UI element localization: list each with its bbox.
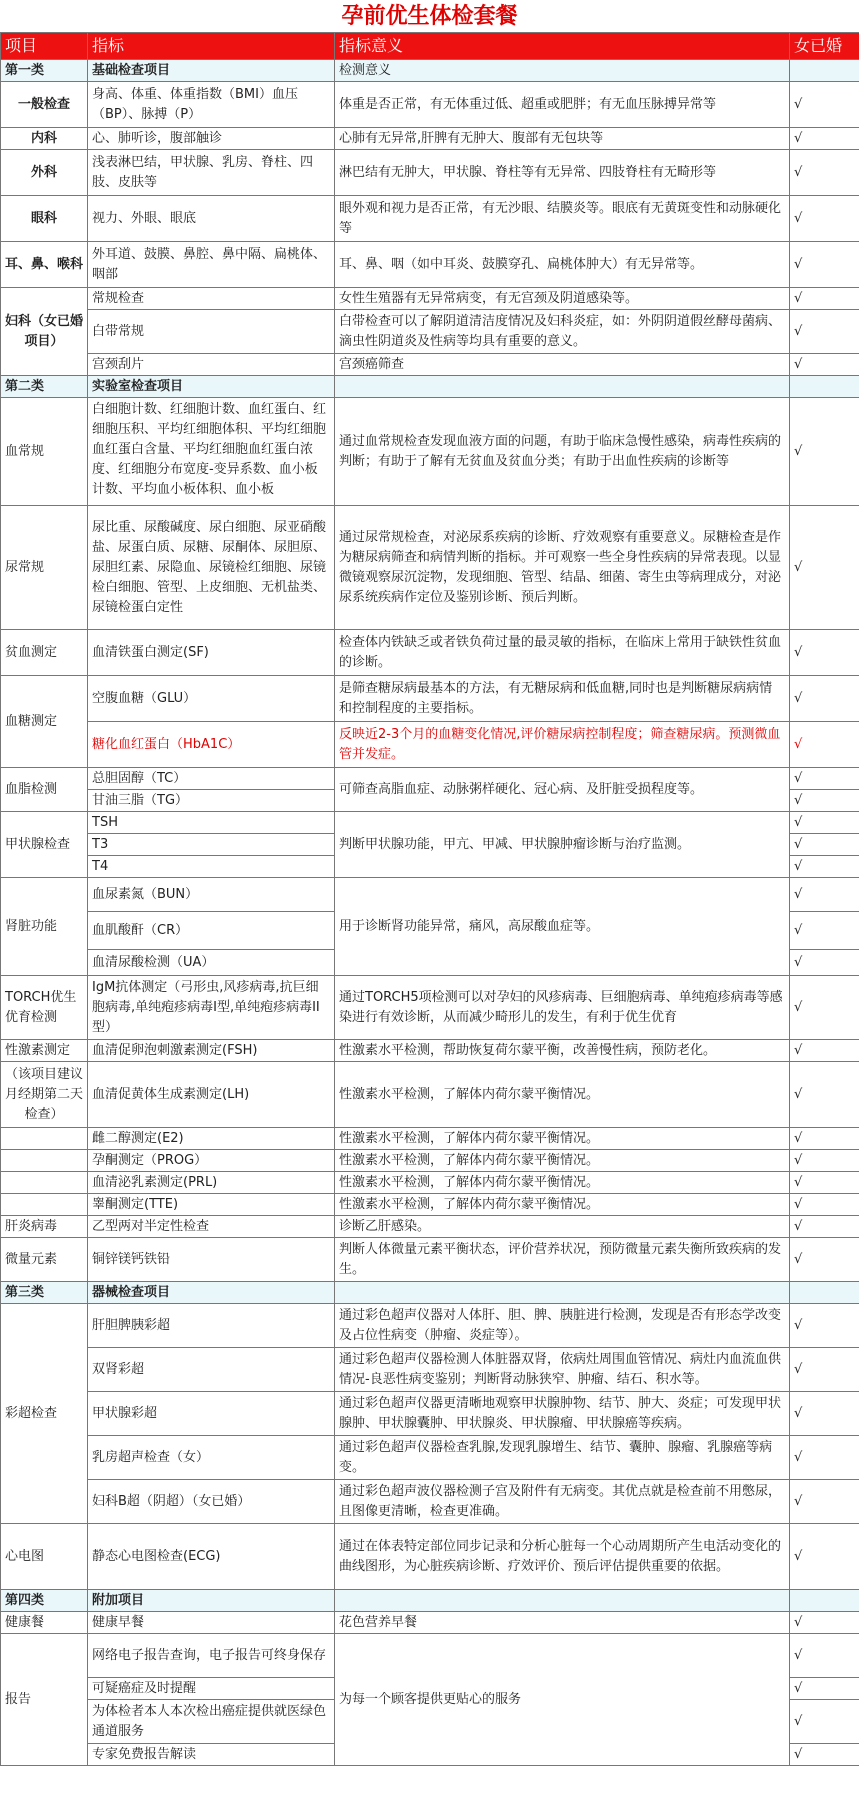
row-check: √ xyxy=(790,1348,859,1392)
table-row xyxy=(1,196,859,242)
row-category: 一般检查 xyxy=(1,82,88,128)
row-check: √ xyxy=(790,1480,859,1524)
row-check: √ xyxy=(790,834,859,856)
row-check: √ xyxy=(790,1612,859,1634)
row-item: 血肌酸酐（CR） xyxy=(88,912,335,950)
row-check: √ xyxy=(790,1678,859,1700)
row-category: 耳、鼻、喉科 xyxy=(1,242,88,288)
table-row xyxy=(1,812,859,834)
table-row xyxy=(1,1524,859,1590)
row-item: 静态心电图检查(ECG) xyxy=(88,1524,335,1590)
row-check: √ xyxy=(790,1216,859,1238)
row-item: 外耳道、鼓膜、鼻腔、鼻中隔、扁桃体、咽部 xyxy=(88,242,335,288)
row-meaning: 通过血常规检查发现血液方面的问题，有助于临床急慢性感染，病毒性疾病的判断；有助于了解有无贫血及贫血分类；有助于出血性疾病的诊断等 xyxy=(335,398,790,506)
header-indicator: 指标 xyxy=(88,33,335,60)
table-row xyxy=(1,768,859,790)
row-meaning: 反映近2-3个月的血糖变化情况,评价糖尿病控制程度；筛查糖尿病。预测微血管并发症。 xyxy=(335,722,790,768)
row-check: √ xyxy=(790,856,859,878)
section-label: 附加项目 xyxy=(88,1590,335,1612)
row-category: 贫血测定 xyxy=(1,630,88,676)
header-married-female: 女已婚 xyxy=(790,33,859,60)
row-category: 妇科（女已婚项目） xyxy=(1,288,88,376)
row-item: 糖化血红蛋白（HbA1C） xyxy=(88,722,335,768)
exam-table xyxy=(0,32,859,1766)
row-check: √ xyxy=(790,1062,859,1128)
row-check: √ xyxy=(790,1744,859,1766)
row-item: 浅表淋巴结，甲状腺、乳房、脊柱、四肢、皮肤等 xyxy=(88,150,335,196)
row-item: 视力、外眼、眼底 xyxy=(88,196,335,242)
row-item: 白细胞计数、红细胞计数、血红蛋白、红细胞压积、平均红细胞体积、平均红细胞血红蛋白含量、平均红细胞血红蛋白浓度、红细胞分布宽度-变异系数、血小板计数、平均血小板体积、血小板 xyxy=(88,398,335,506)
section-name: 第三类 xyxy=(1,1282,88,1304)
row-category: （该项目建议月经期第二天检查） xyxy=(1,1062,88,1128)
row-item: 睾酮测定(TTE) xyxy=(88,1194,335,1216)
table-row xyxy=(1,1304,859,1348)
table-row xyxy=(1,722,859,768)
row-category: 外科 xyxy=(1,150,88,196)
table-row xyxy=(1,242,859,288)
row-meaning: 为每一个顾客提供更贴心的服务 xyxy=(335,1634,790,1766)
row-item: 甲状腺彩超 xyxy=(88,1392,335,1436)
row-item: 健康早餐 xyxy=(88,1612,335,1634)
row-check: √ xyxy=(790,1194,859,1216)
table-row xyxy=(1,676,859,722)
row-item: T3 xyxy=(88,834,335,856)
row-item: 血清铁蛋白测定(SF) xyxy=(88,630,335,676)
section-label: 实验室检查项目 xyxy=(88,376,335,398)
row-category: 肝炎病毒 xyxy=(1,1216,88,1238)
row-meaning: 性激素水平检测，了解体内荷尔蒙平衡情况。 xyxy=(335,1128,790,1150)
row-check: √ xyxy=(790,398,859,506)
row-meaning: 心肺有无异常,肝脾有无肿大、腹部有无包块等 xyxy=(335,128,790,150)
table-row xyxy=(1,1436,859,1480)
row-category: 血脂检测 xyxy=(1,768,88,812)
row-check: √ xyxy=(790,1392,859,1436)
section-row xyxy=(1,376,859,398)
row-item: 白带常规 xyxy=(88,310,335,354)
section-label: 基础检查项目 xyxy=(88,60,335,82)
row-item: 身高、体重、体重指数（BMI）血压（BP）、脉搏（P） xyxy=(88,82,335,128)
table-row xyxy=(1,354,859,376)
table-row xyxy=(1,150,859,196)
section-name: 第四类 xyxy=(1,1590,88,1612)
row-meaning: 通过在体表特定部位同步记录和分析心脏每一个心动周期所产生电活动变化的曲线图形，为心脏疾病诊断、疗效评价、预后评估提供重要的依据。 xyxy=(335,1524,790,1590)
row-item: 可疑癌症及时提醒 xyxy=(88,1678,335,1700)
row-check: √ xyxy=(790,82,859,128)
row-meaning: 通过尿常规检查，对泌尿系疾病的诊断、疗效观察有重要意义。尿糖检查是作为糖尿病筛查和病情判断的指标。并可观察一些全身性疾病的异常表现。以显微镜观察尿沉淀物，发现细胞、管型、结晶、细菌、寄生虫等病理成分，对泌尿系统疾病作定位及鉴别诊断、预后判断。 xyxy=(335,506,790,630)
row-meaning: 检查体内铁缺乏或者铁负荷过量的最灵敏的指标，在临床上常用于缺铁性贫血的诊断。 xyxy=(335,630,790,676)
page-title: 孕前优生体检套餐 xyxy=(341,3,518,29)
row-item: 血清泌乳素测定(PRL) xyxy=(88,1172,335,1194)
row-check: √ xyxy=(790,1238,859,1282)
row-item: 雌二醇测定(E2) xyxy=(88,1128,335,1150)
row-item: 双肾彩超 xyxy=(88,1348,335,1392)
row-check: √ xyxy=(790,1304,859,1348)
row-check: √ xyxy=(790,1436,859,1480)
section-meaning: 检测意义 xyxy=(335,60,790,82)
row-category: 血常规 xyxy=(1,398,88,506)
row-check: √ xyxy=(790,878,859,912)
row-item: 尿比重、尿酸碱度、尿白细胞、尿亚硝酸盐、尿蛋白质、尿糖、尿酮体、尿胆原、尿胆红素、尿隐血、尿镜检红细胞、尿镜检白细胞、管型、上皮细胞、无机盐类、尿镜检蛋白定性 xyxy=(88,506,335,630)
row-item: IgM抗体测定（弓形虫,风疹病毒,抗巨细胞病毒,单纯疱疹病毒I型,单纯疱疹病毒II型） xyxy=(88,976,335,1040)
section-row xyxy=(1,1590,859,1612)
row-check: √ xyxy=(790,768,859,790)
row-check: √ xyxy=(790,1524,859,1590)
row-item: 乙型两对半定性检查 xyxy=(88,1216,335,1238)
row-meaning: 判断甲状腺功能，甲亢、甲减、甲状腺肿瘤诊断与治疗监测。 xyxy=(335,812,790,878)
table-row xyxy=(1,1150,859,1172)
row-category: 内科 xyxy=(1,128,88,150)
row-category: 眼科 xyxy=(1,196,88,242)
table-row xyxy=(1,1634,859,1678)
row-item: 总胆固醇（TC） xyxy=(88,768,335,790)
row-category: 肾脏功能 xyxy=(1,878,88,976)
row-check: √ xyxy=(790,1172,859,1194)
table-row xyxy=(1,288,859,310)
table-row xyxy=(1,1238,859,1282)
row-meaning: 通过TORCH5项检测可以对孕妇的风疹病毒、巨细胞病毒、单纯疱疹病毒等感染进行有效诊断，从而减少畸形儿的发生，有利于优生优育 xyxy=(335,976,790,1040)
row-item: 心、肺听诊，腹部触诊 xyxy=(88,128,335,150)
row-category: 报告 xyxy=(1,1634,88,1766)
row-meaning: 性激素水平检测，了解体内荷尔蒙平衡情况。 xyxy=(335,1150,790,1172)
row-check: √ xyxy=(790,912,859,950)
table-row xyxy=(1,1216,859,1238)
table-row xyxy=(1,506,859,630)
table-row xyxy=(1,310,859,354)
table-row xyxy=(1,1128,859,1150)
table-row xyxy=(1,82,859,128)
row-check: √ xyxy=(790,288,859,310)
row-check: √ xyxy=(790,676,859,722)
row-item: 专家免费报告解读 xyxy=(88,1744,335,1766)
row-category: 血糖测定 xyxy=(1,676,88,768)
row-item: 血清促卵泡刺激素测定(FSH) xyxy=(88,1040,335,1062)
row-meaning: 通过彩色超声仪器检测人体脏器双肾，依病灶周围血管情况、病灶内血流血供情况-良恶性病变鉴别；判断肾动脉狭窄、肿瘤、结石、积水等。 xyxy=(335,1348,790,1392)
section-row xyxy=(1,60,859,82)
row-item: 妇科B超（阴超）（女已婚） xyxy=(88,1480,335,1524)
row-check: √ xyxy=(790,506,859,630)
row-check: √ xyxy=(790,950,859,976)
section-label: 器械检查项目 xyxy=(88,1282,335,1304)
row-meaning: 判断人体微量元素平衡状态，评价营养状况，预防微量元素失衡所致疾病的发生。 xyxy=(335,1238,790,1282)
row-item: 宫颈刮片 xyxy=(88,354,335,376)
row-check: √ xyxy=(790,1700,859,1744)
row-meaning: 性激素水平检测，了解体内荷尔蒙平衡情况。 xyxy=(335,1172,790,1194)
table-row xyxy=(1,1194,859,1216)
row-meaning: 耳、鼻、咽（如中耳炎、鼓膜穿孔、扁桃体肿大）有无异常等。 xyxy=(335,242,790,288)
row-item: TSH xyxy=(88,812,335,834)
row-category: 尿常规 xyxy=(1,506,88,630)
table-row xyxy=(1,1062,859,1128)
section-name: 第一类 xyxy=(1,60,88,82)
table-row xyxy=(1,398,859,506)
table-row xyxy=(1,630,859,676)
row-item: 铜锌镁钙铁铅 xyxy=(88,1238,335,1282)
row-category: 心电图 xyxy=(1,1524,88,1590)
row-check: √ xyxy=(790,1150,859,1172)
row-item: 血清尿酸检测（UA） xyxy=(88,950,335,976)
table-row xyxy=(1,878,859,912)
row-item: 孕酮测定（PROG） xyxy=(88,1150,335,1172)
row-check: √ xyxy=(790,128,859,150)
section-row xyxy=(1,1282,859,1304)
row-check: √ xyxy=(790,1040,859,1062)
row-check: √ xyxy=(790,196,859,242)
row-item: 甘油三脂（TG） xyxy=(88,790,335,812)
section-name: 第二类 xyxy=(1,376,88,398)
row-check: √ xyxy=(790,630,859,676)
row-meaning: 通过彩色超声仪器对人体肝、胆、脾、胰脏进行检测，发现是否有形态学改变及占位性病变（肿瘤、炎症等）。 xyxy=(335,1304,790,1348)
table-header xyxy=(1,33,859,60)
row-category: TORCH优生优育检测 xyxy=(1,976,88,1040)
table-row xyxy=(1,1040,859,1062)
row-meaning: 性激素水平检测，了解体内荷尔蒙平衡情况。 xyxy=(335,1062,790,1128)
row-check: √ xyxy=(790,150,859,196)
row-meaning: 白带检查可以了解阴道清洁度情况及妇科炎症，如：外阴阴道假丝酵母菌病、滴虫性阴道炎及性病等均具有重要的意义。 xyxy=(335,310,790,354)
row-meaning: 诊断乙肝感染。 xyxy=(335,1216,790,1238)
row-meaning: 淋巴结有无肿大，甲状腺、脊柱等有无异常、四肢脊柱有无畸形等 xyxy=(335,150,790,196)
row-meaning: 女性生殖器有无异常病变，有无宫颈及阴道感染等。 xyxy=(335,288,790,310)
row-meaning: 通过彩色超声仪器更清晰地观察甲状腺肿物、结节、肿大、炎症；可发现甲状腺肿、甲状腺囊肿、甲状腺炎、甲状腺瘤、甲状腺癌等疾病。 xyxy=(335,1392,790,1436)
row-category: 健康餐 xyxy=(1,1612,88,1634)
row-item: 常规检查 xyxy=(88,288,335,310)
row-meaning: 通过彩色超声仪器检查乳腺,发现乳腺增生、结节、囊肿、腺瘤、乳腺癌等病变。 xyxy=(335,1436,790,1480)
row-meaning: 可筛查高脂血症、动脉粥样硬化、冠心病、及肝脏受损程度等。 xyxy=(335,768,790,812)
header-meaning: 指标意义 xyxy=(335,33,790,60)
row-meaning: 性激素水平检测，了解体内荷尔蒙平衡情况。 xyxy=(335,1194,790,1216)
row-meaning: 眼外观和视力是否正常，有无沙眼、结膜炎等。眼底有无黄斑变性和动脉硬化等 xyxy=(335,196,790,242)
table-row xyxy=(1,128,859,150)
table-row xyxy=(1,976,859,1040)
row-item: 血尿素氮（BUN） xyxy=(88,878,335,912)
row-check: √ xyxy=(790,722,859,768)
row-meaning: 性激素水平检测，帮助恢复荷尔蒙平衡，改善慢性病，预防老化。 xyxy=(335,1040,790,1062)
row-item: 空腹血糖（GLU） xyxy=(88,676,335,722)
row-item: T4 xyxy=(88,856,335,878)
row-category: 甲状腺检查 xyxy=(1,812,88,878)
row-item: 血清促黄体生成素测定(LH) xyxy=(88,1062,335,1128)
row-check: √ xyxy=(790,790,859,812)
row-item: 网络电子报告查询，电子报告可终身保存 xyxy=(88,1634,335,1678)
row-check: √ xyxy=(790,242,859,288)
row-category: 性激素测定 xyxy=(1,1040,88,1062)
row-check: √ xyxy=(790,1128,859,1150)
row-item: 肝胆脾胰彩超 xyxy=(88,1304,335,1348)
table-row xyxy=(1,1480,859,1524)
row-meaning: 用于诊断肾功能异常，痛风，高尿酸血症等。 xyxy=(335,878,790,976)
row-check: √ xyxy=(790,310,859,354)
table-row xyxy=(1,1392,859,1436)
header-project: 项目 xyxy=(1,33,88,60)
row-check: √ xyxy=(790,976,859,1040)
table-row xyxy=(1,1348,859,1392)
row-meaning: 体重是否正常，有无体重过低、超重或肥胖；有无血压脉搏异常等 xyxy=(335,82,790,128)
row-item: 乳房超声检查（女） xyxy=(88,1436,335,1480)
row-check: √ xyxy=(790,1634,859,1678)
table-row xyxy=(1,1612,859,1634)
row-meaning: 是筛查糖尿病最基本的方法，有无糖尿病和低血糖,同时也是判断糖尿病病情和控制程度的主要指标。 xyxy=(335,676,790,722)
row-check: √ xyxy=(790,812,859,834)
row-item: 为体检者本人本次检出癌症提供就医绿色通道服务 xyxy=(88,1700,335,1744)
row-category: 微量元素 xyxy=(1,1238,88,1282)
row-check: √ xyxy=(790,354,859,376)
table-row xyxy=(1,1172,859,1194)
row-meaning: 宫颈癌筛查 xyxy=(335,354,790,376)
row-meaning: 花色营养早餐 xyxy=(335,1612,790,1634)
row-category: 彩超检查 xyxy=(1,1304,88,1524)
row-meaning: 通过彩色超声波仪器检测子宫及附件有无病变。其优点就是检查前不用憋尿，且图像更清晰，检查更准确。 xyxy=(335,1480,790,1524)
